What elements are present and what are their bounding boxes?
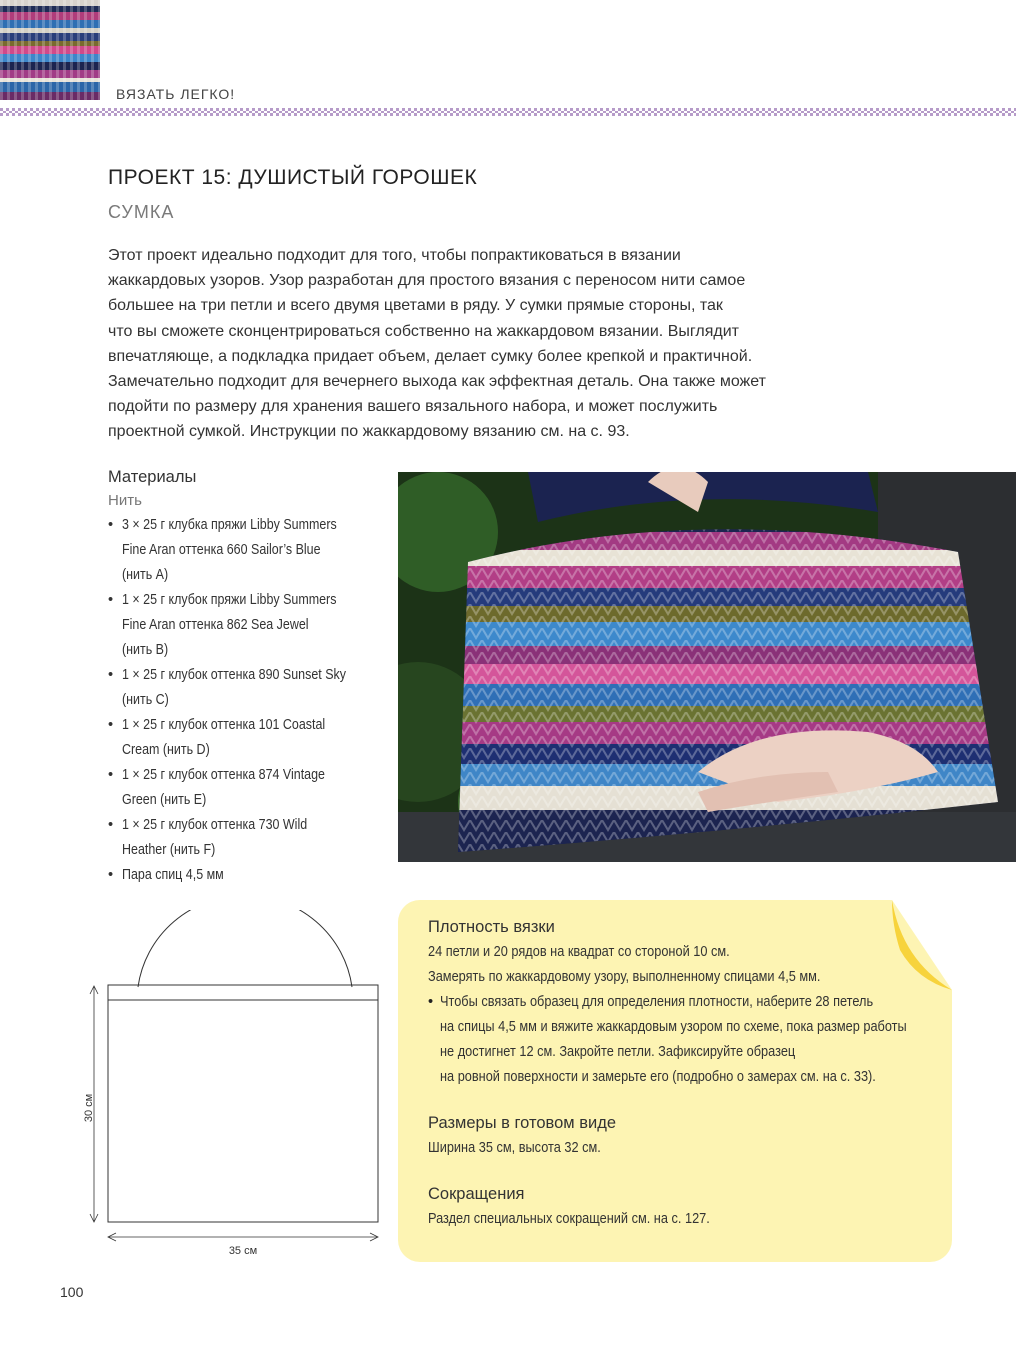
- gauge-content: [428, 918, 948, 1232]
- materials-item-line: • 1 × 25 г клубок оттенка 730 Wild: [122, 817, 308, 833]
- intro-paragraph: [108, 243, 868, 445]
- running-head: ВЯЗАТЬ ЛЕГКО!: [116, 86, 236, 102]
- bullet-dot: •: [428, 994, 434, 1010]
- materials-item-line: (нить C): [122, 692, 169, 708]
- materials-item-line: (нить B): [122, 642, 169, 658]
- gauge-bullet-line: Чтобы связать образец для определения плотности, наберите 28 петель: [440, 994, 874, 1010]
- intro-line: большее на три петли и всего двумя цветами в ряду. У сумки прямые стороны, так: [108, 297, 723, 315]
- materials-item-line: Heather (нить F): [122, 842, 216, 858]
- materials-item: [108, 663, 388, 713]
- intro-line: Замечательно подходит для вечернего выхода как эффектная деталь. Она также может: [108, 373, 766, 391]
- size-heading: Размеры в готовом виде: [428, 1114, 616, 1132]
- materials-item-line: Cream (нить D): [122, 742, 210, 758]
- intro-line: Этот проект идеально подходит для того, чтобы попрактиковаться в вязании: [108, 247, 681, 264]
- materials-item-line: Fine Aran оттенка 862 Sea Jewel: [122, 617, 309, 633]
- materials-item-line: (нить A): [122, 567, 169, 583]
- materials-item: [108, 763, 388, 813]
- gauge-bullet-line: на ровной поверхности и замерьте его (подробно о замерах см. на с. 33).: [440, 1069, 876, 1085]
- gauge-heading: Плотность вязки: [428, 918, 555, 936]
- materials-list: [108, 513, 388, 888]
- bag-handle-outline: [138, 910, 352, 987]
- materials-item: [108, 713, 388, 763]
- materials-subheading: Нить: [108, 492, 142, 509]
- intro-line: проектной сумкой. Инструкции по жаккардовому вязанию см. на с. 93.: [108, 423, 630, 441]
- width-label: 35 см: [228, 1245, 258, 1257]
- gauge-bullet: [428, 990, 948, 1090]
- materials-section: [108, 468, 388, 888]
- knitted-bag-photo: [398, 472, 1016, 862]
- abbreviations-line: Раздел специальных сокращений см. на с. 127.: [428, 1211, 710, 1227]
- gauge-line: 24 петли и 20 рядов на квадрат со стороной 10 см.: [428, 944, 730, 960]
- materials-item: [108, 813, 388, 863]
- bag-schematic-diagram: [70, 910, 390, 1270]
- materials-item-line: • Пара спиц 4,5 мм: [122, 867, 224, 883]
- height-label: 30 см: [83, 1093, 95, 1123]
- materials-item-line: • 1 × 25 г клубок оттенка 101 Coastal: [122, 717, 326, 733]
- materials-item-line: • 1 × 25 г клубок пряжи Libby Summers: [122, 592, 337, 608]
- gauge-bullet-line: не достигнет 12 см. Закройте петли. Зафиксируйте образец: [440, 1044, 796, 1060]
- intro-line: жаккардовых узоров. Узор разработан для простого вязания с переносом нити самое: [108, 272, 746, 290]
- project-title: ПРОЕКТ 15: ДУШИСТЫЙ ГОРОШЕК: [108, 166, 478, 189]
- materials-item-line: • 1 × 25 г клубок оттенка 874 Vintage: [122, 767, 325, 783]
- materials-item: [108, 513, 388, 588]
- intro-line: подойти по размеру для хранения вашего вязального набора, и может послужить: [108, 398, 718, 416]
- gauge-line: Замерять по жаккардовому узору, выполненному спицами 4,5 мм.: [428, 969, 821, 985]
- page-number: 100: [60, 1284, 84, 1300]
- bag-top-band: [108, 985, 378, 1000]
- materials-item-line: Green (нить E): [122, 792, 207, 808]
- materials-item-line: • 1 × 25 г клубок оттенка 890 Sunset Sky: [122, 667, 346, 683]
- knitted-bag-illustration: [398, 472, 1016, 862]
- bag-schematic: [70, 910, 390, 1270]
- intro-line: что вы сможете сконцентрироваться собственно на жаккардовом вязании. Выглядит: [108, 322, 739, 340]
- project-subtitle: СУМКА: [108, 202, 175, 222]
- gauge-bullet-line: на спицы 4,5 мм и вяжите жаккардовым узором по схеме, пока размер работы: [440, 1019, 907, 1035]
- intro-line: впечатляюще, а подкладка придает объем, делает сумку более крепкой и практичной.: [108, 347, 753, 365]
- bag-body: [108, 1000, 378, 1222]
- materials-item: [108, 863, 388, 888]
- gauge-info-box: [398, 900, 952, 1262]
- size-line: Ширина 35 см, высота 32 см.: [428, 1140, 601, 1156]
- materials-item-line: • 3 × 25 г клубка пряжи Libby Summers: [122, 517, 337, 533]
- abbreviations-heading: Сокращения: [428, 1185, 525, 1203]
- materials-item-line: Fine Aran оттенка 660 Sailor’s Blue: [122, 542, 321, 558]
- decorative-rule: [0, 108, 1016, 116]
- materials-item: [108, 588, 388, 663]
- materials-heading: Материалы: [108, 468, 197, 486]
- corner-knit-swatch-image: [0, 0, 100, 100]
